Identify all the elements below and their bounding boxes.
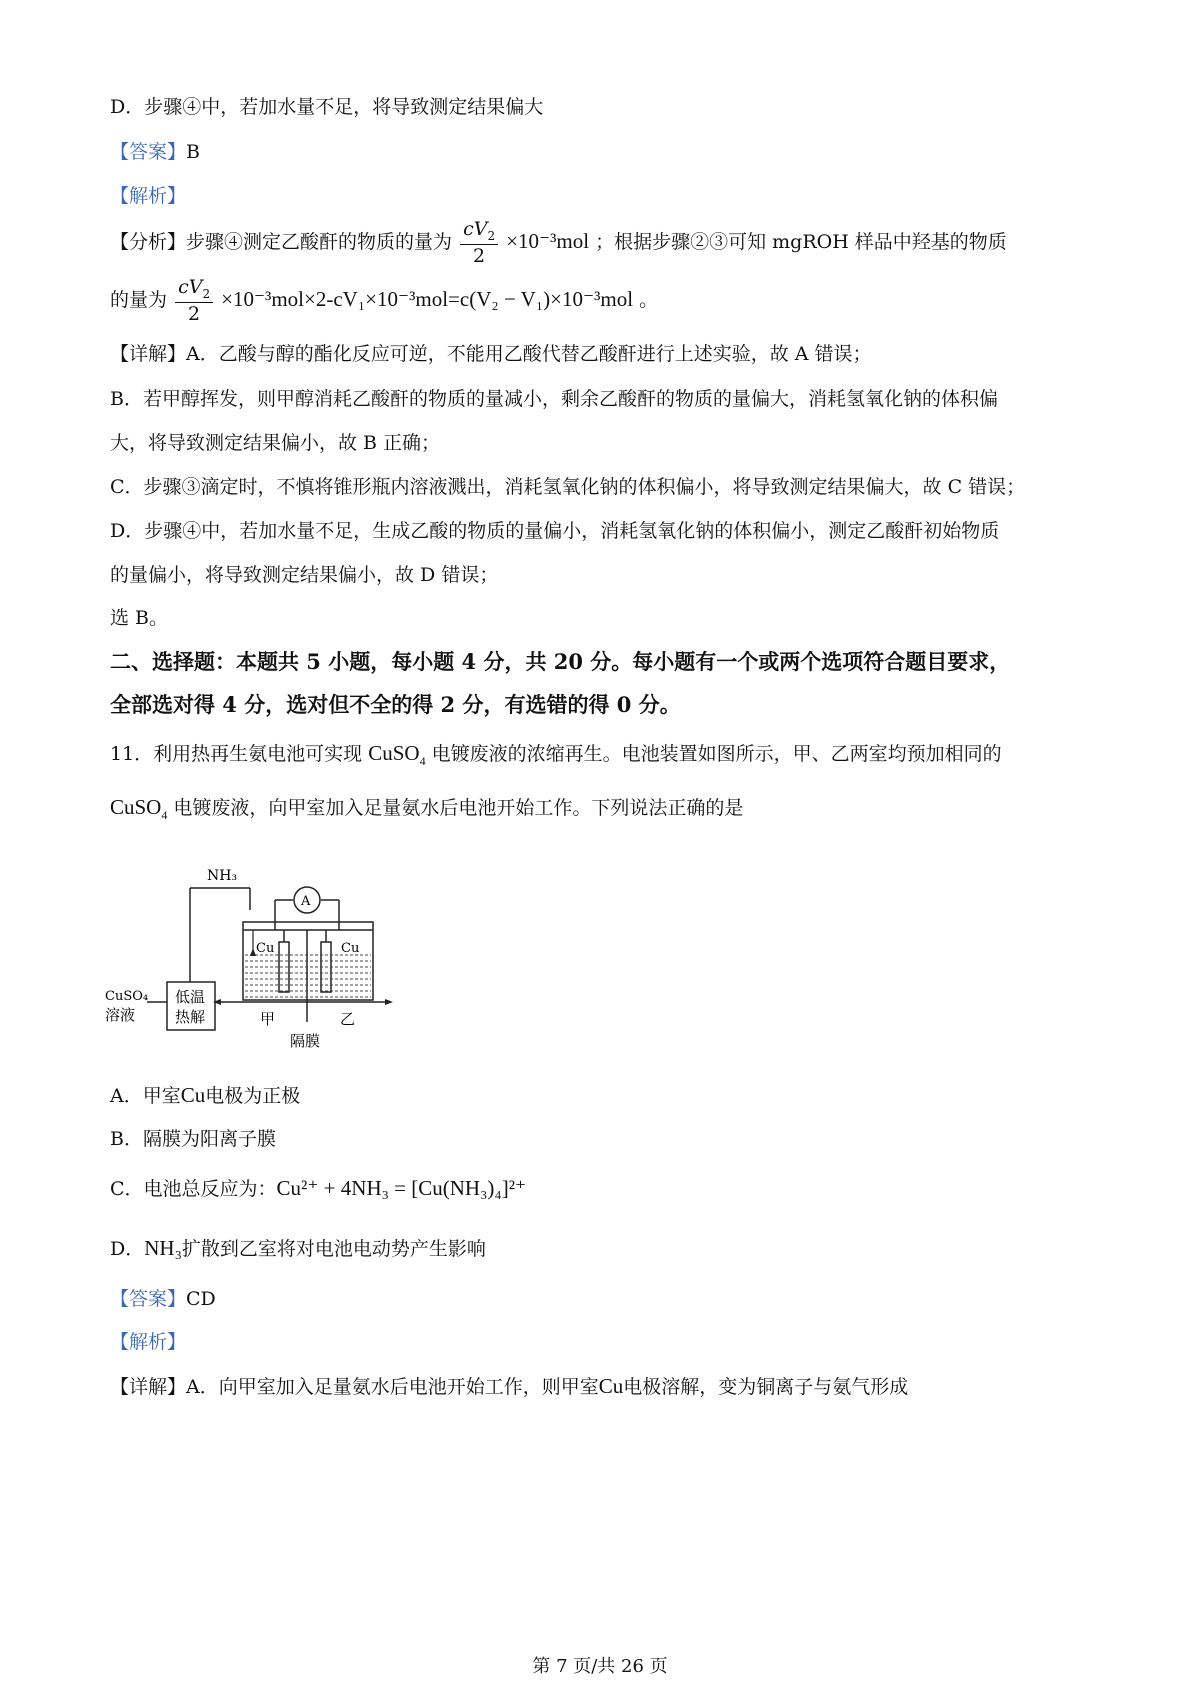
option-a-cu: Cu	[180, 1083, 206, 1107]
frac-numerator: cV	[463, 218, 488, 240]
answer-tag: 【答案】	[110, 141, 187, 163]
detail-line-d2: 的量偏小，将导致测定结果偏小，故 D 错误；	[110, 564, 499, 586]
detail-tag: 【详解】	[110, 343, 187, 365]
answer2-value: CD	[186, 1288, 216, 1310]
fig-cu-left: Cu	[256, 941, 275, 956]
answer2-tag: 【答案】	[110, 1288, 187, 1310]
detail-line-d1: D．步骤④中，若加水量不足，生成乙酸的物质的量偏小，消耗氢氧化钠的体积偏小，测定乙酸酐初始物质	[110, 520, 1000, 542]
q11-text-a: 11．利用热再生氨电池可实现	[110, 743, 363, 765]
frac-numerator-b: cV	[178, 276, 203, 298]
fig-nh3-label: NH₃	[207, 868, 238, 884]
detail-line-b2: 大，将导致测定结果偏小，故 B 正确；	[110, 432, 441, 454]
fig-membrane: 隔膜	[290, 1032, 321, 1050]
q11-line-2	[110, 797, 743, 821]
expr-mol-1: ×10⁻³mol	[506, 228, 590, 253]
fenxi-tag: 【分析】	[110, 230, 187, 253]
section-title-1: 二、选择题：本题共 5 小题，每小题 4 分，共 20 分。每小题有一个或两个选项符合题目要求，	[110, 649, 1011, 674]
analysis-tag-line	[110, 187, 186, 206]
fenxi-text-d: 。	[639, 288, 659, 311]
detail-line-b1: B．若甲醇挥发，则甲醇消耗乙酸酐的物质的量减小，剩余乙酸酐的物质的量偏大，消耗氢氧化钠的体积偏	[110, 388, 998, 410]
fenxi-line-1	[110, 220, 1007, 266]
option-a: A．甲室Cu电极为正极	[110, 1083, 301, 1107]
q11-text-b: 电镀废液的浓缩再生。电池装置如图所示，甲、乙两室均预加相同的	[431, 743, 1002, 765]
analysis2-tag: 【解析】	[110, 1331, 187, 1353]
answer-line	[110, 143, 200, 162]
fig-yi: 乙	[340, 1010, 356, 1028]
frac-numerator-sub-b: 2	[202, 286, 211, 301]
fig-solution: 溶液	[105, 1006, 136, 1024]
option-c-equation: Cu²⁺ + 4NH₃ = [Cu(NH₃)₄]²⁺	[276, 1176, 527, 1200]
cuso4-formula: CuSO$_4$	[368, 741, 426, 769]
fenxi-line-2	[110, 278, 658, 324]
answer2-line	[110, 1290, 216, 1309]
choose-line: 选 B。	[110, 607, 169, 629]
frac-denominator: 2	[473, 244, 486, 267]
fig-ammeter-label: A	[301, 894, 311, 909]
option-d-line: D．步骤④中，若加水量不足，将导致测定结果偏大	[110, 96, 544, 118]
detail-line-c: C．步骤③滴定时，不慎将锥形瓶内溶液溅出，消耗氢氧化钠的体积偏小，将导致测定结果偏大，故 C 错误；	[110, 476, 1026, 498]
fenxi-text-a: 步骤④测定乙酸酐的物质的量为	[186, 230, 453, 253]
battery-diagram	[95, 860, 415, 1060]
q11-text-c: 电镀废液，向甲室加入足量氨水后电池开始工作。下列说法正确的是	[173, 797, 744, 819]
option-d: D．NH₃扩散到乙室将对电池电动势产生影响	[110, 1236, 486, 1260]
analysis2-line	[110, 1333, 186, 1352]
fig-heat-1: 低温	[175, 988, 206, 1006]
q11-line-1	[110, 743, 1002, 767]
fraction-cv2-over-2	[460, 220, 498, 266]
detail-line-a	[110, 345, 872, 364]
section-title-2: 全部选对得 4 分，选对但不全的得 2 分，有选错的得 0 分。	[110, 692, 681, 717]
fig-cuso4: CuSO₄	[105, 989, 149, 1004]
fraction-cv2-over-2-b	[175, 278, 213, 324]
detail2-cu: Cu	[598, 1374, 624, 1398]
option-b: B．隔膜为阳离子膜	[110, 1128, 276, 1150]
expr-mol-2: ×10⁻³mol×2-cV₁×10⁻³mol=c(V₂ − V₁)×10⁻³mol	[221, 286, 634, 311]
fenxi-text-c: 的量为	[110, 288, 168, 311]
detail-a: A．乙酸与醇的酯化反应可逆，不能用乙酸代替乙酸酐进行上述实验，故 A 错误；	[186, 343, 872, 365]
fenxi-text-b: ；根据步骤②③可知 mgROH 样品中羟基的物质	[595, 230, 1007, 253]
fig-cu-right: Cu	[341, 941, 360, 956]
detail2-line: 【详解】A．向甲室加入足量氨水后电池开始工作，则甲室Cu电极溶解，变为铜离子与氨气形成	[110, 1374, 909, 1398]
cuso4-formula-2: CuSO$_4$	[110, 795, 168, 823]
page-footer: 第 7 页/共 26 页	[532, 1656, 668, 1677]
fig-heat-2: 热解	[175, 1008, 206, 1026]
frac-numerator-sub: 2	[487, 228, 496, 243]
frac-denominator-b: 2	[188, 302, 201, 325]
fig-jia: 甲	[260, 1010, 276, 1028]
option-d-nh3: NH₃	[144, 1236, 182, 1260]
analysis-tag: 【解析】	[110, 185, 187, 207]
answer-value: B	[186, 141, 200, 163]
option-c: C．电池总反应为：Cu²⁺ + 4NH₃ = [Cu(NH₃)₄]²⁺	[110, 1176, 527, 1200]
